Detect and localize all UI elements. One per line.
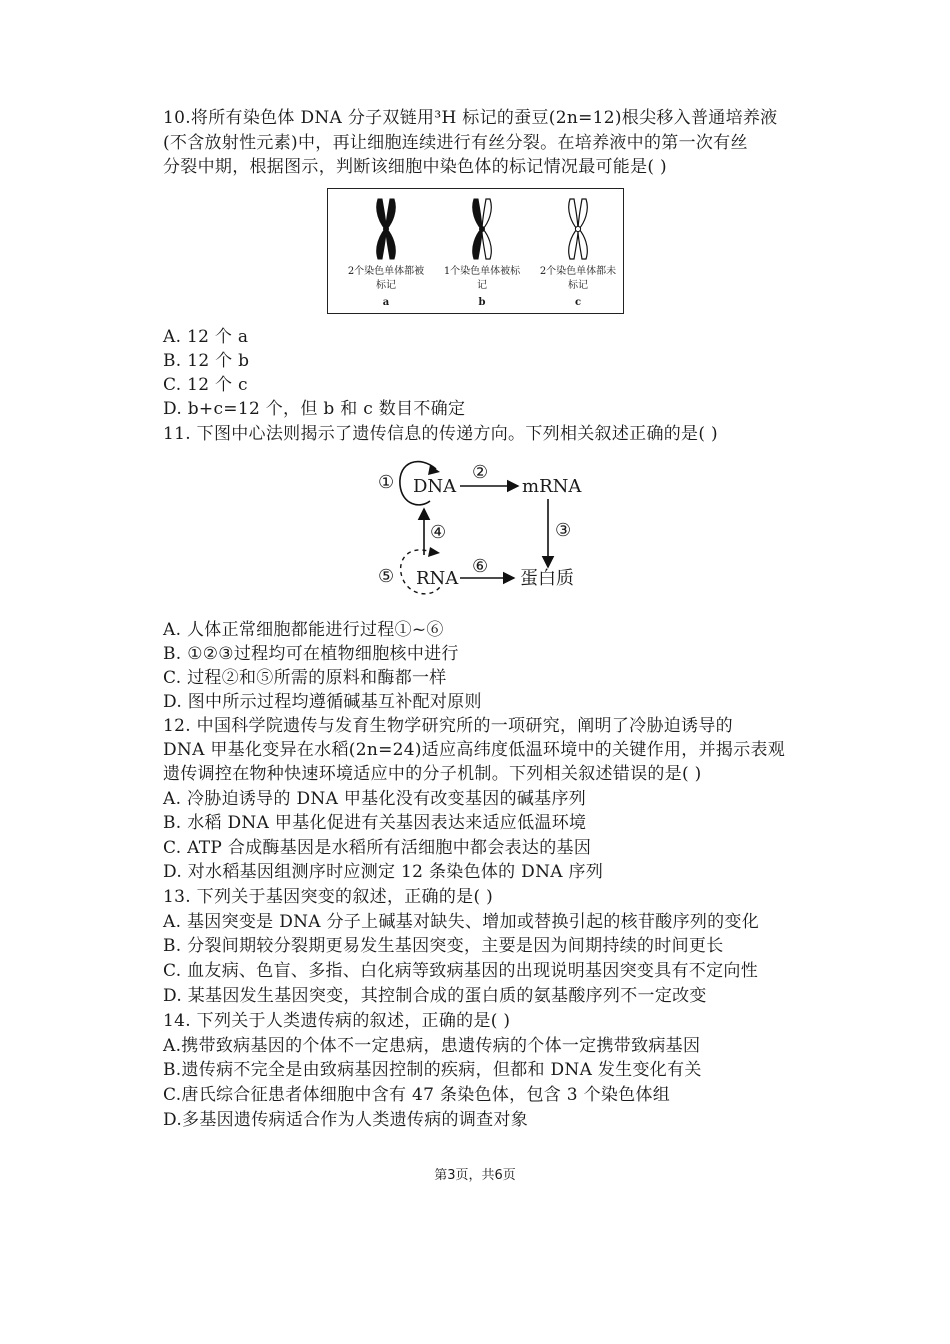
label-c: c — [574, 297, 582, 308]
q10-option-b: B. 12 个 b — [163, 351, 250, 371]
caption-b: 1个染色单体被标记 — [443, 266, 521, 291]
rna-label: RNA — [416, 568, 459, 589]
q10-option-c: C. 12 个 c — [163, 375, 248, 395]
q12-stem-line-3: 遗传调控在物种快速环境适应中的分子机制。下列相关叙述错误的是( ) — [163, 764, 702, 784]
q12-option-b: B. 水稻 DNA 甲基化促进有关基因表达来适应低温环境 — [163, 813, 587, 833]
q10-stem-line-3: 分裂中期，根据图示，判断该细胞中染色体的标记情况最可能是( ) — [163, 157, 667, 177]
label-b: b — [478, 297, 486, 308]
chromosome-c-icon — [558, 197, 598, 261]
q13-stem: 13. 下列关于基因突变的叙述，正确的是( ) — [163, 887, 494, 907]
q12-option-d: D. 对水稻基因组测序时应测定 12 条染色体的 DNA 序列 — [163, 862, 604, 882]
q11-option-d: D. 图中所示过程均遵循碱基互补配对原则 — [163, 692, 482, 712]
q12-stem-line-2: DNA 甲基化变异在水稻(2n=24)适应高纬度低温环境中的关键作用，并揭示表观 — [163, 740, 786, 760]
label-6: ⑥ — [472, 556, 489, 577]
q14-option-d: D.多基因遗传病适合作为人类遗传病的调查对象 — [163, 1110, 529, 1130]
central-dogma-diagram — [350, 455, 610, 605]
q13-option-b: B. 分裂间期较分裂期更易发生基因突变，主要是因为间期持续的时间更长 — [163, 936, 724, 956]
q10-stem-line-1: 10.将所有染色体 DNA 分子双链用³H 标记的蚕豆(2n=12)根尖移入普通培养液 — [163, 108, 778, 128]
q11-option-c: C. 过程②和⑤所需的原料和酶都一样 — [163, 668, 447, 688]
q10-stem-line-2: (不含放射性元素)中，再让细胞连续进行有丝分裂。在培养液中的第一次有丝 — [163, 133, 748, 153]
label-4: ④ — [430, 522, 447, 543]
q13-option-d: D. 某基因发生基因突变，其控制合成的蛋白质的氨基酸序列不一定改变 — [163, 986, 707, 1006]
q14-option-c: C.唐氏综合征患者体细胞中含有 47 条染色体，包含 3 个染色体组 — [163, 1085, 671, 1105]
q13-option-c: C. 血友病、色盲、多指、白化病等致病基因的出现说明基因突变具有不定向性 — [163, 961, 759, 981]
q12-option-a: A. 冷胁迫诱导的 DNA 甲基化没有改变基因的碱基序列 — [163, 789, 587, 809]
q11-option-a: A. 人体正常细胞都能进行过程①~⑥ — [163, 620, 444, 640]
chromosome-a-icon — [366, 197, 406, 261]
q13-option-a: A. 基因突变是 DNA 分子上碱基对缺失、增加或替换引起的核苷酸序列的变化 — [163, 912, 760, 932]
q14-option-a: A.携带致病基因的个体不一定患病，患遗传病的个体一定携带致病基因 — [163, 1036, 701, 1056]
mrna-label: mRNA — [522, 476, 582, 497]
chromosome-figure — [327, 188, 624, 314]
caption-c: 2个染色单体都未标记 — [539, 266, 617, 291]
q11-option-b: B. ①②③过程均可在植物细胞核中进行 — [163, 644, 459, 664]
label-5: ⑤ — [378, 566, 395, 587]
q14-stem: 14. 下列关于人类遗传病的叙述，正确的是( ) — [163, 1011, 511, 1031]
label-3: ③ — [555, 520, 572, 541]
caption-a: 2个染色单体都被标记 — [347, 266, 425, 291]
chromosome-b-icon — [462, 197, 502, 261]
label-a: a — [382, 297, 390, 308]
q12-stem-line-1: 12. 中国科学院遗传与发育生物学研究所的一项研究，阐明了冷胁迫诱导的 — [163, 716, 733, 736]
q12-option-c: C. ATP 合成酶基因是水稻所有活细胞中都会表达的基因 — [163, 838, 592, 858]
q11-stem: 11. 下图中心法则揭示了遗传信息的传递方向。下列相关叙述正确的是( ) — [163, 424, 718, 444]
q10-option-d: D. b+c=12 个，但 b 和 c 数目不确定 — [163, 399, 466, 419]
label-1: ① — [378, 472, 395, 493]
dna-label: DNA — [413, 476, 457, 497]
q10-option-a: A. 12 个 a — [163, 327, 249, 347]
q14-option-b: B.遗传病不完全是由致病基因控制的疾病，但都和 DNA 发生变化有关 — [163, 1060, 702, 1080]
label-2: ② — [472, 462, 489, 483]
page-number: 第3页，共6页 — [434, 1168, 516, 1183]
protein-label: 蛋白质 — [520, 568, 574, 589]
